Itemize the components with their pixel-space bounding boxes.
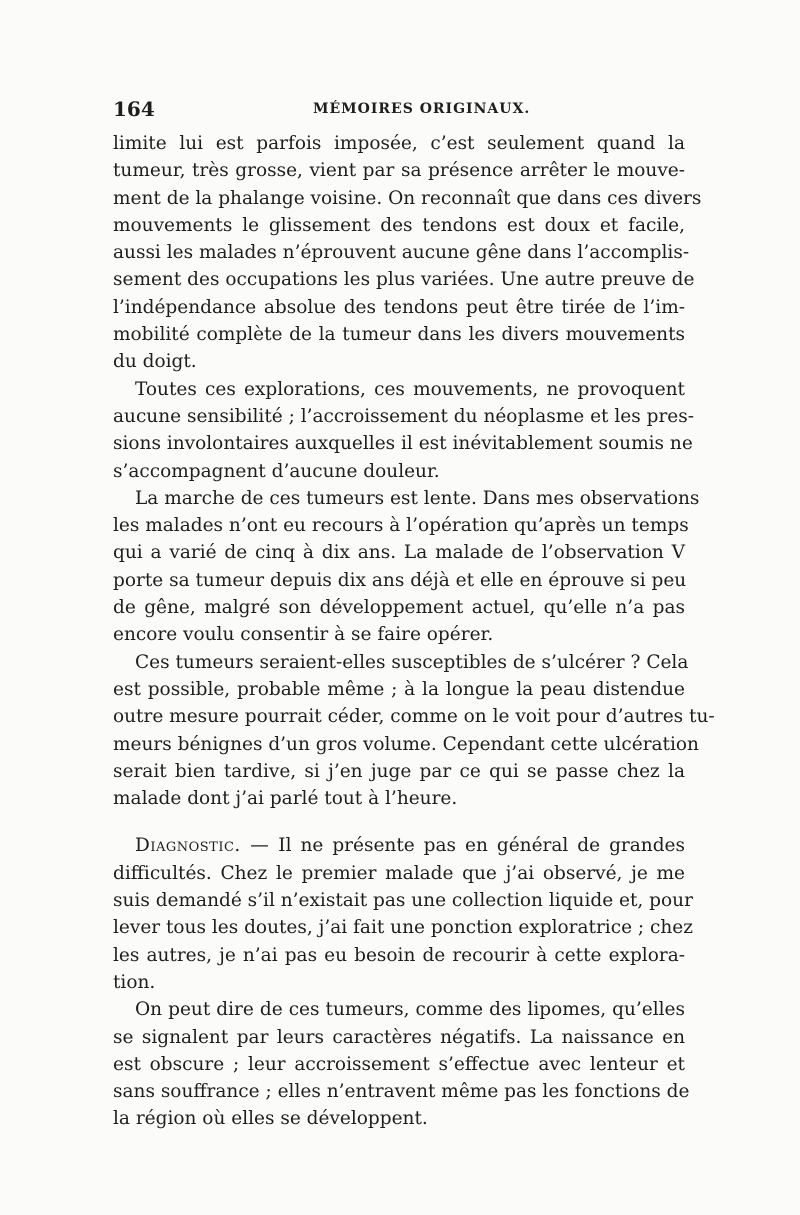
- page-header: [113, 97, 685, 119]
- text-line: encore voulu consentir à se faire opérer.: [113, 624, 494, 646]
- text-line: les malades n’ont eu recours à l’opération qu’après un temps: [113, 515, 689, 537]
- text-line: est possible, probable même ; à la longue la peau distendue: [113, 678, 685, 700]
- text-line: ment de la phalange voisine. On reconnaît que dans ces divers: [113, 187, 702, 209]
- text-line: mouvements le glissement des tendons est doux et facile,: [113, 214, 685, 236]
- page-number: 164: [113, 97, 155, 121]
- text-line: s’accompagnent d’aucune douleur.: [113, 460, 440, 482]
- text-line: Toutes ces explorations, ces mouvements, ne provoquent: [135, 378, 685, 400]
- text-line: Ces tumeurs seraient-elles susceptibles de s’ulcérer ? Cela: [135, 651, 689, 673]
- text-line: l’indépendance absolue des tendons peut être tirée de l’im-: [113, 296, 685, 318]
- text-line: outre mesure pourrait céder, comme on le voit pour d’autres tu-: [113, 706, 715, 728]
- text-line: les autres, je n’ai pas eu besoin de recourir à cette explora-: [113, 944, 685, 966]
- page-body: [113, 130, 715, 1133]
- diagnostic-paragraph: [113, 832, 693, 996]
- text-line: tion.: [113, 971, 156, 993]
- text-fragment: Il ne présente pas en général de grandes: [269, 835, 685, 857]
- text-line: se signalent par leurs caractères négatifs. La naissance en: [113, 1026, 685, 1048]
- paragraph: [113, 376, 694, 485]
- text-line: sement des occupations les plus variées. Une autre preuve de: [113, 269, 695, 291]
- paragraph: [113, 130, 702, 376]
- running-head: MÉMOIRES ORIGINAUX.: [313, 101, 531, 117]
- text-line: la région où elles se développent.: [113, 1108, 428, 1130]
- text-line: malade dont j’ai parlé tout à l’heure.: [113, 788, 458, 810]
- text-line: serait bien tardive, si j’en juge par ce qui se passe chez la: [113, 760, 685, 782]
- text-line: limite lui est parfois imposée, c’est seulement quand la: [113, 133, 685, 154]
- section-heading: Diagnostic. —: [135, 835, 270, 857]
- text-line: sions involontaires auxquelles il est inévitablement soumis ne: [113, 433, 693, 455]
- text-line: aussi les malades n’éprouvent aucune gêne dans l’accomplis-: [113, 242, 690, 264]
- paragraph: [113, 996, 690, 1132]
- text-line: difficultés. Chez le premier malade que j’ai observé, je me: [113, 862, 685, 884]
- text-line: lever tous les doutes, j’ai fait une ponction exploratrice ; chez: [113, 917, 693, 939]
- text-line: [113, 832, 685, 859]
- text-line: suis demandé s’il n’existait pas une collection liquide et, pour: [113, 890, 693, 912]
- text-line: tumeur, très grosse, vient par sa présence arrêter le mouve-: [113, 160, 685, 182]
- text-line: est obscure ; leur accroissement s’effectue avec lenteur et: [113, 1053, 685, 1075]
- text-line: du doigt.: [113, 351, 197, 373]
- text-line: aucune sensibilité ; l’accroissement du néoplasme et les pres-: [113, 405, 694, 427]
- text-line: de gêne, malgré son développement actuel, qu’elle n’a pas: [113, 597, 685, 619]
- text-line: mobilité complète de la tumeur dans les divers mouvements: [113, 324, 685, 346]
- text-line: qui a varié de cinq à dix ans. La malade de l’observation V: [113, 542, 685, 564]
- text-line: sans souffrance ; elles n’entravent même pas les fonctions de: [113, 1081, 690, 1103]
- text-line: porte sa tumeur depuis dix ans déjà et elle en éprouve si peu: [113, 569, 687, 591]
- paragraph: [113, 485, 700, 649]
- text-line: meurs bénignes d’un gros volume. Cependant cette ulcération: [113, 733, 699, 755]
- paragraph: [113, 649, 715, 813]
- text-line: La marche de ces tumeurs est lente. Dans mes observations: [135, 487, 700, 509]
- text-line: On peut dire de ces tumeurs, comme des lipomes, qu’elles: [135, 999, 685, 1021]
